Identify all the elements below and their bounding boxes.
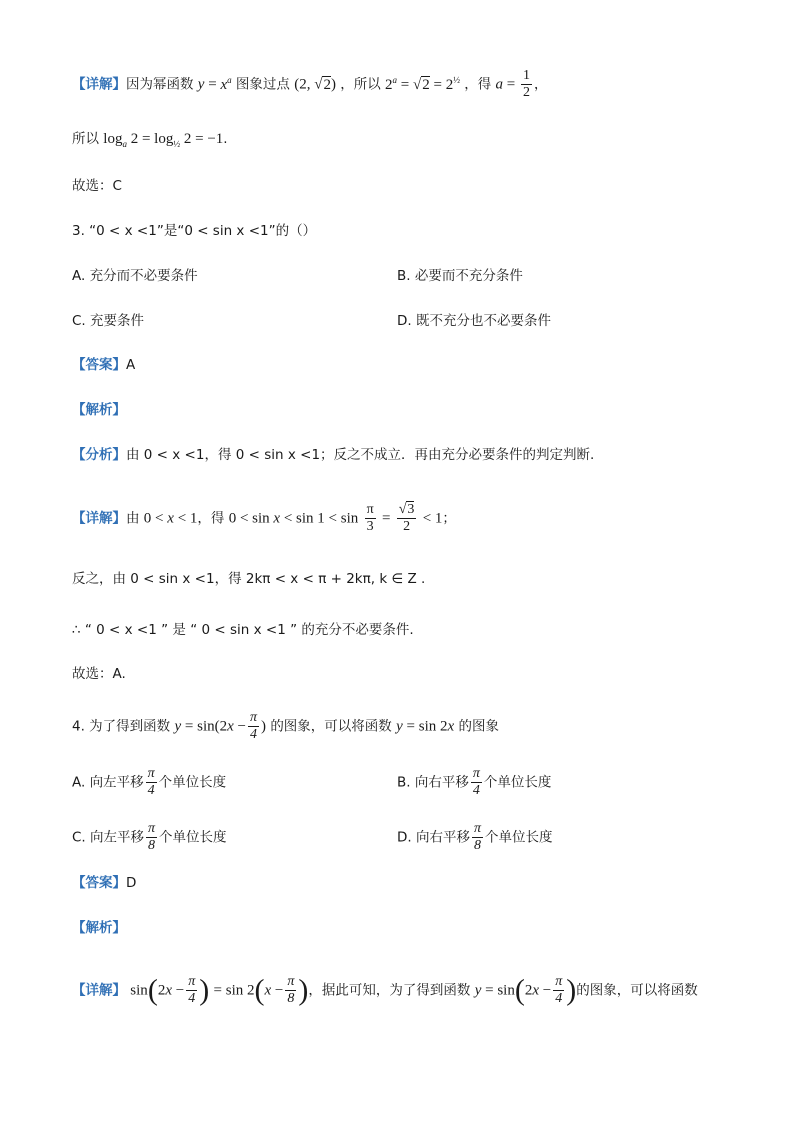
math: 0 < x < 1 — [143, 510, 198, 527]
math: ) — [261, 718, 267, 735]
math: y = sin(2x − — [174, 718, 246, 735]
fraction: $\frac{√3}{2}$ — [398, 502, 415, 534]
q3-option-b: B. 必要而不充分条件 — [397, 268, 523, 284]
q3-option-a: A. 充分而不必要条件 — [72, 268, 198, 284]
answer-tag: 【答案】 — [72, 875, 126, 891]
analysis-tag: 【分析】 — [72, 447, 126, 463]
fraction: $\frac{\pi}{4}$ — [147, 766, 155, 798]
math: $2^a = √2 = 2^{\frac{1}{2}}$ — [385, 74, 460, 93]
q3-option-c: C. 充要条件 — [72, 313, 145, 329]
q4-option-d — [397, 821, 553, 854]
text: 的图象 — [458, 718, 499, 735]
math: (2, √2) — [294, 76, 336, 93]
detail-line-1 — [72, 68, 734, 101]
q4-detail: 【详解】 sin(2x − $\frac{\pi}{4}$ ) = sin 2(x − $\frac{\pi}{8}$ )，据此可知，为了得到函数 y = sin(2x − $\frac{\pi}{4}$ )的图象，可以将函数 — [72, 973, 698, 1007]
q3-analysis — [72, 444, 734, 466]
detail-line-2: 所以 $\log_a 2 = \log_{\frac{1}{2}} 2 = -1$. — [72, 131, 228, 149]
fraction: $\frac{\pi}{4}$ — [555, 974, 563, 1006]
q3-converse: 反之，由 0 < sin x <1，得 2kπ < x < π + 2kπ, k ∈ Z . — [72, 571, 426, 587]
text: ，所以 — [340, 76, 381, 93]
math: $\log_a 2 = \log_{\frac{1}{2}} 2 = -1$ — [103, 131, 224, 149]
answer-tag: 【答案】 — [72, 357, 126, 373]
answer-value: A — [126, 357, 136, 373]
text: 图象过点 — [235, 76, 290, 93]
fraction: $\frac{\pi}{4}$ — [188, 974, 196, 1006]
math: 2x − — [157, 982, 185, 999]
math: 2x − — [524, 982, 552, 999]
text: 的图象，可以将函数 — [576, 982, 698, 999]
q3-therefore: ∴ “ 0 < x <1 ” 是 “ 0 < sin x <1 ” 的充分不必要条件. — [72, 622, 414, 638]
text: 个单位长度 — [485, 829, 553, 846]
q4-option-b — [397, 766, 551, 799]
math: y — [197, 76, 205, 93]
detail-tag: 【详解】 — [72, 982, 126, 999]
q3-select: 故选：A. — [72, 666, 126, 682]
q4-jiexi-tag: 【解析】 — [72, 920, 126, 936]
math: sin — [130, 982, 148, 999]
text: 由 — [126, 510, 140, 527]
math: = sin 2 — [213, 982, 255, 999]
text: D. 向右平移 — [397, 829, 470, 846]
math: < 1 — [422, 510, 443, 527]
text: 因为幂函数 — [126, 76, 194, 93]
text: 个单位长度 — [483, 774, 552, 791]
text: 的图象，可以将函数 — [270, 718, 392, 735]
text: ，得 — [197, 510, 225, 527]
math: y = sin 2x — [396, 718, 455, 735]
q3-option-d: D. 既不充分也不必要条件 — [397, 313, 551, 329]
detail-tag: 【详解】 — [72, 76, 126, 93]
question-3-stem: 3. “0 < x <1”是“0 < sin x <1”的（） — [72, 223, 317, 239]
q3-jiexi-tag: 【解析】 — [72, 402, 126, 418]
math: $x^a$ — [220, 74, 232, 93]
q4-answer — [72, 872, 734, 894]
text: ， — [534, 76, 548, 93]
text: 所以 — [72, 131, 99, 147]
text: B. 向右平移 — [397, 774, 469, 791]
fraction: $\frac{1}{2}$ — [523, 68, 531, 100]
math: = — [503, 76, 520, 93]
q3-detail: 【详解】由 0 < x < 1，得 0 < sin x < sin 1 < sin $\frac{\pi}{3}$ = $\frac{√3}{2}$ < 1； — [72, 502, 456, 534]
fraction: $\frac{\pi}{8}$ — [473, 821, 481, 853]
select-c: 故选：C — [72, 178, 122, 194]
answer-value: D — [126, 875, 137, 891]
math: = — [381, 510, 391, 527]
fraction: $\frac{\pi}{4}$ — [250, 710, 258, 742]
question-4-stem — [72, 710, 734, 743]
analysis-text: 由 0 < x <1，得 0 < sin x <1；反之不成立．再由充分必要条件的判定判断. — [126, 447, 595, 463]
fraction: $\frac{\pi}{8}$ — [287, 974, 295, 1006]
text: 个单位长度 — [158, 774, 227, 791]
detail-tag: 【详解】 — [72, 510, 126, 527]
text: ，得 — [464, 76, 492, 93]
text: C. 向左平移 — [72, 829, 145, 846]
math: = — [204, 76, 221, 93]
q3-answer — [72, 354, 734, 376]
math: a — [495, 76, 504, 93]
fraction: $\frac{\pi}{3}$ — [366, 502, 374, 534]
text: ，据此可知，为了得到函数 — [308, 982, 471, 999]
math: y = sin — [474, 982, 515, 999]
text: 4. 为了得到函数 — [72, 718, 171, 735]
math: x − — [264, 982, 284, 999]
text: 个单位长度 — [159, 829, 227, 846]
fraction: $\frac{\pi}{8}$ — [148, 821, 156, 853]
math: 0 < sin x < sin 1 < sin — [228, 510, 359, 527]
text: A. 向左平移 — [72, 774, 144, 791]
fraction: $\frac{\pi}{4}$ — [472, 766, 480, 798]
